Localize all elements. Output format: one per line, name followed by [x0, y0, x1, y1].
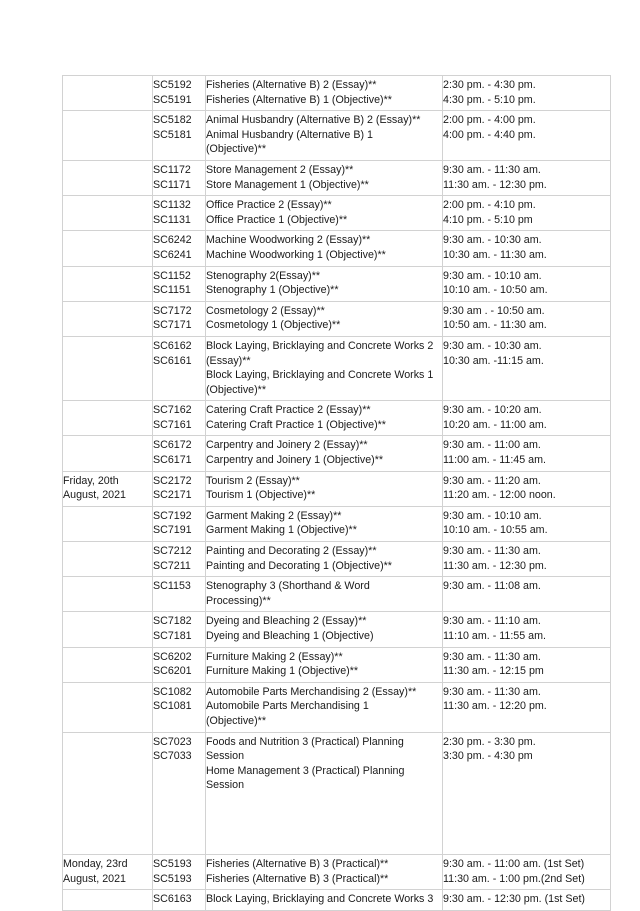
- exam-time-cell: [443, 301, 611, 336]
- subject-code-cell: [153, 682, 206, 732]
- subject-description-cell: [206, 436, 443, 471]
- exam-time-cell-line: 9:30 am. - 10:20 am.: [443, 404, 542, 417]
- row-spacer: [153, 764, 205, 822]
- subject-description-cell: [206, 266, 443, 301]
- exam-time-cell-line: 9:30 am. - 10:10 am.: [443, 509, 542, 522]
- subject-code-cell: [153, 196, 206, 231]
- exam-time-cell: [443, 890, 611, 911]
- table-row: [63, 890, 611, 911]
- exam-time-cell-line: 4:10 pm. - 5:10 pm: [443, 213, 533, 226]
- timetable-body: [63, 76, 611, 911]
- exam-time-cell-line: 3:30 pm. - 4:30 pm: [443, 750, 533, 763]
- exam-date-cell-line: Friday, 20th: [63, 474, 119, 487]
- subject-description-cell-line: Painting and Decorating 2 (Essay)**: [206, 545, 377, 558]
- subject-description-cell-line: Processing)**: [206, 594, 271, 607]
- exam-time-cell-line: 9:30 am. - 11:30 am.: [443, 650, 541, 663]
- exam-date-cell-line: August, 2021: [63, 489, 126, 502]
- subject-description-cell-line: Office Practice 2 (Essay)**: [206, 199, 332, 212]
- exam-date-cell: [63, 336, 153, 400]
- subject-description-cell-line: Stenography 2(Essay)**: [206, 269, 321, 282]
- exam-time-cell-line: 11:30 am. - 12:15 pm: [443, 665, 544, 678]
- exam-time-cell-line: 4:00 pm. - 4:40 pm.: [443, 128, 536, 141]
- subject-description-cell-line: (Objective)**: [206, 143, 266, 156]
- exam-time-cell-line: 11:30 am. - 12:20 pm.: [443, 700, 547, 713]
- subject-code-cell-line: SC5193: [153, 872, 192, 885]
- exam-date-cell: [63, 160, 153, 195]
- exam-date-cell: [63, 301, 153, 336]
- exam-time-cell-line: 11:10 am. - 11:55 am.: [443, 630, 546, 642]
- exam-time-cell-line: 9:30 am. - 12:30 pm. (1st Set): [443, 893, 585, 906]
- exam-time-cell: [443, 336, 611, 400]
- subject-description-cell-line: Stenography 3 (Shorthand & Word: [206, 580, 370, 593]
- table-row: [63, 336, 611, 400]
- subject-code-cell: [153, 732, 206, 854]
- exam-time-cell-line: 2:30 pm. - 3:30 pm.: [443, 735, 536, 748]
- subject-description-cell-line: Tourism 2 (Essay)**: [206, 474, 300, 487]
- subject-description-cell: [206, 336, 443, 400]
- subject-description-cell-line: Session: [206, 779, 245, 792]
- subject-code-cell-line: SC7162: [153, 404, 192, 417]
- exam-date-cell-line: Monday, 23rd: [63, 857, 128, 870]
- subject-description-cell: [206, 196, 443, 231]
- table-row: [63, 401, 611, 436]
- table-row: [63, 647, 611, 682]
- subject-description-cell-line: Block Laying, Bricklaying and Concrete Works 1: [206, 369, 434, 382]
- subject-description-cell: [206, 647, 443, 682]
- subject-description-cell-line: Store Management 1 (Objective)**: [206, 178, 369, 191]
- subject-code-cell-line: SC2171: [153, 489, 192, 502]
- subject-description-cell-line: Carpentry and Joinery 1 (Objective)**: [206, 454, 384, 467]
- subject-description-cell-line: Cosmetology 2 (Essay)**: [206, 304, 325, 317]
- exam-date-cell: [63, 577, 153, 612]
- subject-description-cell-line: Machine Woodworking 2 (Essay)**: [206, 234, 371, 247]
- exam-time-cell: [443, 76, 611, 111]
- subject-description-cell-line: Home Management 3 (Practical) Planning: [206, 764, 405, 777]
- exam-date-cell: [63, 231, 153, 266]
- exam-date-cell: [63, 436, 153, 471]
- table-row: [63, 577, 611, 612]
- exam-date-cell: [63, 471, 153, 506]
- exam-time-cell-line: 10:50 am. - 11:30 am.: [443, 319, 547, 332]
- exam-time-cell: [443, 542, 611, 577]
- exam-time-cell-line: 9:30 am. - 11:20 am.: [443, 474, 541, 487]
- subject-description-cell-line: (Essay)**: [206, 354, 251, 367]
- exam-date-cell: [63, 647, 153, 682]
- exam-time-cell-line: 9:30 am. - 10:30 am.: [443, 234, 542, 247]
- table-row: [63, 76, 611, 111]
- exam-time-cell-line: 2:00 pm. - 4:10 pm.: [443, 199, 536, 212]
- subject-code-cell-line: SC6201: [153, 665, 192, 678]
- subject-code-cell: [153, 231, 206, 266]
- subject-code-cell-line: SC1172: [153, 163, 191, 176]
- subject-description-cell-line: Store Management 2 (Essay)**: [206, 163, 354, 176]
- table-row: [63, 612, 611, 647]
- subject-code-cell-line: SC5192: [153, 79, 192, 91]
- subject-description-cell-line: Furniture Making 2 (Essay)**: [206, 650, 343, 663]
- exam-time-cell: [443, 612, 611, 647]
- table-row: [63, 471, 611, 506]
- subject-description-cell-line: Painting and Decorating 1 (Objective)**: [206, 559, 392, 572]
- table-row: [63, 196, 611, 231]
- exam-time-cell-line: 9:30 am. - 11:30 am.: [443, 163, 541, 176]
- subject-description-cell-line: Block Laying, Bricklaying and Concrete Works 3: [206, 893, 434, 906]
- subject-description-cell: [206, 301, 443, 336]
- exam-date-cell: [63, 612, 153, 647]
- subject-description-cell-line: Catering Craft Practice 2 (Essay)**: [206, 404, 371, 417]
- subject-code-cell-line: SC1171: [153, 178, 191, 191]
- subject-code-cell-line: SC6172: [153, 439, 192, 452]
- subject-code-cell: [153, 111, 206, 161]
- exam-time-cell-line: 9:30 am . - 10:50 am.: [443, 304, 545, 317]
- subject-code-cell: [153, 160, 206, 195]
- subject-code-cell-line: SC7023: [153, 735, 192, 748]
- subject-code-cell-line: SC7192: [153, 509, 192, 522]
- subject-code-cell-line: SC1153: [153, 580, 191, 593]
- subject-code-cell: [153, 336, 206, 400]
- subject-description-cell-line: (Objective)**: [206, 714, 266, 727]
- exam-date-cell: [63, 111, 153, 161]
- subject-code-cell: [153, 401, 206, 436]
- subject-description-cell: [206, 612, 443, 647]
- subject-code-cell-line: SC6242: [153, 234, 192, 247]
- exam-time-cell: [443, 111, 611, 161]
- table-row: [63, 266, 611, 301]
- exam-time-cell: [443, 732, 611, 854]
- exam-time-cell-line: 10:10 am. - 10:50 am.: [443, 284, 548, 297]
- subject-code-cell-line: SC6163: [153, 893, 192, 906]
- table-row: [63, 436, 611, 471]
- exam-date-cell: [63, 76, 153, 111]
- subject-code-cell-line: SC5191: [153, 93, 192, 106]
- subject-description-cell-line: Block Laying, Bricklaying and Concrete Works 2: [206, 339, 434, 352]
- subject-code-cell: [153, 542, 206, 577]
- exam-time-cell-line: 9:30 am. - 10:10 am.: [443, 269, 542, 282]
- subject-code-cell-line: SC6171: [153, 454, 192, 467]
- subject-description-cell: [206, 890, 443, 911]
- exam-date-cell: [63, 196, 153, 231]
- table-row: [63, 301, 611, 336]
- exam-time-cell-line: 11:30 am. - 12:30 pm.: [443, 178, 547, 191]
- exam-time-cell-line: 9:30 am. - 10:30 am.: [443, 339, 542, 352]
- exam-date-cell-line: August, 2021: [63, 872, 126, 885]
- subject-description-cell: [206, 471, 443, 506]
- exam-time-cell: [443, 196, 611, 231]
- subject-code-cell-line: SC6202: [153, 650, 192, 663]
- subject-code-cell: [153, 612, 206, 647]
- subject-code-cell-line: SC7161: [153, 418, 192, 431]
- exam-date-cell: [63, 682, 153, 732]
- exam-time-cell-line: 10:20 am. - 11:00 am.: [443, 418, 547, 431]
- subject-description-cell-line: Dyeing and Bleaching 1 (Objective): [206, 630, 374, 642]
- table-row: [63, 542, 611, 577]
- subject-code-cell-line: SC7191: [153, 524, 192, 537]
- subject-code-cell-line: SC1081: [153, 700, 192, 713]
- subject-description-cell: [206, 111, 443, 161]
- exam-time-cell-line: 9:30 am. - 11:00 am.: [443, 439, 541, 452]
- row-spacer: [63, 749, 152, 807]
- subject-description-cell: [206, 160, 443, 195]
- row-spacer: [443, 764, 610, 822]
- exam-time-cell: [443, 160, 611, 195]
- subject-code-cell-line: SC7033: [153, 750, 192, 763]
- subject-description-cell-line: Fisheries (Alternative B) 3 (Practical)**: [206, 872, 389, 885]
- subject-code-cell: [153, 506, 206, 541]
- exam-time-cell-line: 9:30 am. - 11:30 am.: [443, 545, 541, 558]
- exam-time-cell-line: 11:30 am. - 1:00 pm.(2nd Set): [443, 872, 585, 885]
- subject-code-cell: [153, 577, 206, 612]
- subject-description-cell-line: Carpentry and Joinery 2 (Essay)**: [206, 439, 368, 452]
- subject-description-cell-line: Stenography 1 (Objective)**: [206, 284, 339, 297]
- exam-date-cell: [63, 401, 153, 436]
- exam-time-cell: [443, 682, 611, 732]
- subject-code-cell-line: SC1132: [153, 199, 191, 212]
- subject-code-cell-line: SC5181: [153, 128, 192, 141]
- exam-date-cell: [63, 732, 153, 854]
- subject-code-cell-line: SC7171: [153, 319, 192, 332]
- exam-time-cell: [443, 577, 611, 612]
- table-row: [63, 111, 611, 161]
- subject-description-cell: [206, 854, 443, 889]
- exam-date-cell: [63, 542, 153, 577]
- exam-time-cell: [443, 266, 611, 301]
- subject-description-cell-line: (Objective)**: [206, 383, 266, 396]
- exam-time-cell: [443, 647, 611, 682]
- subject-description-cell-line: Catering Craft Practice 1 (Objective)**: [206, 418, 386, 431]
- subject-code-cell: [153, 854, 206, 889]
- subject-description-cell: [206, 577, 443, 612]
- subject-description-cell-line: Garment Making 2 (Essay)**: [206, 509, 342, 522]
- exam-time-cell-line: 10:10 am. - 10:55 am.: [443, 524, 548, 537]
- subject-code-cell-line: SC2172: [153, 474, 192, 487]
- exam-time-cell: [443, 401, 611, 436]
- exam-time-cell-line: 11:20 am. - 12:00 noon.: [443, 489, 556, 502]
- subject-code-cell-line: SC1131: [153, 213, 191, 226]
- exam-time-cell-line: 9:30 am. - 11:08 am.: [443, 580, 541, 593]
- exam-time-cell: [443, 854, 611, 889]
- table-row: [63, 160, 611, 195]
- exam-time-cell: [443, 436, 611, 471]
- subject-description-cell-line: Fisheries (Alternative B) 2 (Essay)**: [206, 79, 377, 91]
- subject-description-cell: [206, 76, 443, 111]
- subject-description-cell-line: Fisheries (Alternative B) 3 (Practical)**: [206, 857, 389, 870]
- exam-time-cell-line: 11:00 am. - 11:45 am.: [443, 454, 546, 467]
- subject-code-cell-line: SC7182: [153, 615, 192, 628]
- subject-code-cell: [153, 266, 206, 301]
- subject-description-cell: [206, 506, 443, 541]
- subject-code-cell: [153, 436, 206, 471]
- exam-time-cell-line: 4:30 pm. - 5:10 pm.: [443, 93, 536, 106]
- subject-description-cell-line: Animal Husbandry (Alternative B) 1: [206, 128, 373, 141]
- subject-code-cell-line: SC7181: [153, 630, 192, 642]
- subject-description-cell-line: Session: [206, 750, 245, 763]
- subject-description-cell: [206, 682, 443, 732]
- subject-code-cell: [153, 301, 206, 336]
- row-spacer: [206, 793, 442, 851]
- subject-description-cell: [206, 542, 443, 577]
- subject-description-cell-line: Garment Making 1 (Objective)**: [206, 524, 357, 537]
- table-row: [63, 506, 611, 541]
- exam-timetable: [62, 75, 611, 911]
- subject-description-cell-line: Automobile Parts Merchandising 2 (Essay)**: [206, 685, 417, 698]
- exam-time-cell-line: 10:30 am. -11:15 am.: [443, 354, 544, 367]
- table-row: [63, 231, 611, 266]
- subject-code-cell-line: SC1152: [153, 269, 191, 282]
- subject-code-cell-line: SC7172: [153, 304, 192, 317]
- subject-description-cell: [206, 231, 443, 266]
- subject-code-cell: [153, 890, 206, 911]
- subject-description-cell: [206, 401, 443, 436]
- subject-code-cell: [153, 76, 206, 111]
- exam-time-cell-line: 9:30 am. - 11:00 am. (1st Set): [443, 857, 585, 870]
- subject-code-cell-line: SC6162: [153, 339, 192, 352]
- exam-time-cell-line: 2:00 pm. - 4:00 pm.: [443, 114, 536, 127]
- exam-time-cell: [443, 506, 611, 541]
- subject-description-cell-line: Cosmetology 1 (Objective)**: [206, 319, 341, 332]
- subject-code-cell-line: SC5182: [153, 114, 192, 127]
- subject-description-cell-line: Foods and Nutrition 3 (Practical) Planning: [206, 735, 404, 748]
- subject-code-cell-line: SC1151: [153, 284, 191, 297]
- subject-code-cell-line: SC5193: [153, 857, 192, 870]
- subject-description-cell-line: Machine Woodworking 1 (Objective)**: [206, 248, 386, 261]
- subject-description-cell-line: Furniture Making 1 (Objective)**: [206, 665, 359, 678]
- table-row: [63, 732, 611, 854]
- table-row: [63, 682, 611, 732]
- exam-date-cell: [63, 506, 153, 541]
- subject-description-cell-line: Automobile Parts Merchandising 1: [206, 700, 369, 713]
- subject-code-cell-line: SC7211: [153, 559, 191, 572]
- table-row: [63, 854, 611, 889]
- subject-code-cell-line: SC6241: [153, 248, 192, 261]
- subject-code-cell-line: SC1082: [153, 685, 192, 698]
- subject-description-cell-line: Animal Husbandry (Alternative B) 2 (Essay)**: [206, 114, 421, 127]
- subject-description-cell-line: Tourism 1 (Objective)**: [206, 489, 316, 502]
- subject-code-cell: [153, 471, 206, 506]
- exam-time-cell-line: 9:30 am. - 11:30 am.: [443, 685, 541, 698]
- subject-code-cell: [153, 647, 206, 682]
- exam-time-cell-line: 9:30 am. - 11:10 am.: [443, 615, 541, 628]
- subject-description-cell-line: Fisheries (Alternative B) 1 (Objective)**: [206, 93, 392, 106]
- exam-date-cell: [63, 854, 153, 889]
- subject-code-cell-line: SC7212: [153, 545, 192, 558]
- subject-description-cell-line: Dyeing and Bleaching 2 (Essay)**: [206, 615, 367, 628]
- subject-code-cell-line: SC6161: [153, 354, 192, 367]
- exam-date-cell: [63, 266, 153, 301]
- exam-time-cell-line: 11:30 am. - 12:30 pm.: [443, 559, 547, 572]
- exam-time-cell-line: 10:30 am. - 11:30 am.: [443, 248, 547, 261]
- exam-time-cell-line: 2:30 pm. - 4:30 pm.: [443, 79, 536, 91]
- subject-description-cell-line: Office Practice 1 (Objective)**: [206, 213, 348, 226]
- exam-date-cell: [63, 890, 153, 911]
- subject-description-cell: [206, 732, 443, 854]
- exam-time-cell: [443, 231, 611, 266]
- exam-time-cell: [443, 471, 611, 506]
